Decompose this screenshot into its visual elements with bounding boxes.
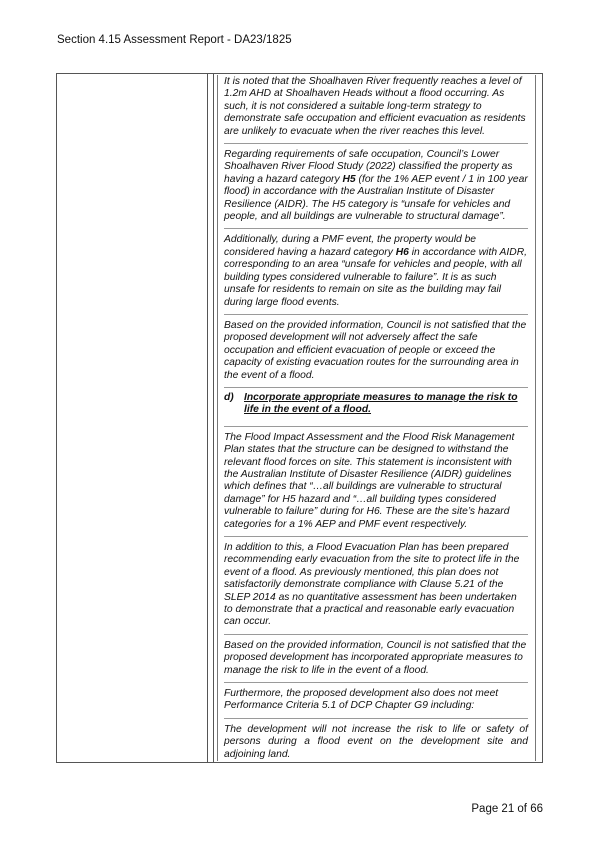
paragraph-5: The Flood Impact Assessment and the Flood Risk Management Plan states that the structure can be designed to withstand the relevant flood forces on site. This statement is inconsistent with the Australian Institute of Disaster Resilience (AIDR) guidelines which defines that “…all buildings are vulnerable to structural damage” for H5 hazard and “…all building types considered vulnerable to failure” during for H6. These are the site’s hazard categories for a 1% AEP and PMF event respectively. bbox=[224, 426, 528, 536]
paragraph-7: Based on the provided information, Council is not satisfied that the proposed development has incorporated appropriate measures to manage the risk to life in the event of a flood. bbox=[224, 634, 528, 682]
heading-label: d) bbox=[224, 391, 234, 403]
hazard-code: H5 bbox=[342, 173, 356, 185]
paragraph-4: Based on the provided information, Council is not satisfied that the proposed development will not adversely affect the safe occupation and efficient evacuation of people or exceed the capacity of existing evacuation routes for the surrounding area in the event of a flood. bbox=[224, 314, 528, 387]
table-left-column bbox=[57, 74, 208, 762]
content-cell bbox=[217, 75, 536, 761]
paragraph-9: The development will not increase the risk to life or safety of persons during a flood event on the development site and adjoining land. bbox=[224, 718, 528, 766]
paragraph-1: It is noted that the Shoalhaven River frequently reaches a level of 1.2m AHD at Shoalhaven Heads without a flood occurring. As such, it is not considered a suitable long-term strategy to demonstrate safe occupation and efficient evacuation as residents are unlikely to evacuate when the river reaches this level. bbox=[224, 76, 526, 137]
section-heading-d bbox=[224, 388, 528, 421]
paragraph-6: In addition to this, a Flood Evacuation Plan has been prepared recommending early evacuation from the site to protect life in the event of a flood. As previously mentioned, this plan does not satisfactorily demonstrate compliance with Clause 5.21 of the SLEP 2014 as no quantitative assessment has been undertaken to demonstrate that a practical and reasonable early evacuation can occur. bbox=[224, 536, 528, 634]
heading-text: Incorporate appropriate measures to manage the risk to life in the event of a flood. bbox=[244, 391, 518, 416]
page-header: Section 4.15 Assessment Report - DA23/1825 bbox=[57, 34, 292, 46]
hazard-code: H6 bbox=[395, 246, 409, 258]
assessment-table bbox=[56, 73, 543, 763]
paragraph-8: Furthermore, the proposed development also does not meet Performance Criteria 5.1 of DCP Chapter G9 including: bbox=[224, 682, 528, 718]
table-right-column bbox=[213, 74, 542, 762]
paragraph-2: Regarding requirements of safe occupation, Council’s Lower Shoalhaven River Flood Study (2022) classified the property as having a hazard category H5 (for the 1% AEP event / 1 in 100 year flood) in accordance with the Australian Institute of Disaster Resilience (AIDR). The H5 category is “unsafe for vehicles and people, and all buildings are vulnerable to structural damage”. bbox=[224, 143, 528, 228]
page-number: Page 21 of 66 bbox=[471, 803, 543, 815]
paragraph-3: Additionally, during a PMF event, the property would be considered having a hazard category H6 in accordance with AIDR, corresponding to an area “unsafe for vehicles and people, with all building types considered vulnerable to failure”. It is as such unsafe for residents to remain on site as the building may fail during large flood events. bbox=[224, 228, 528, 313]
